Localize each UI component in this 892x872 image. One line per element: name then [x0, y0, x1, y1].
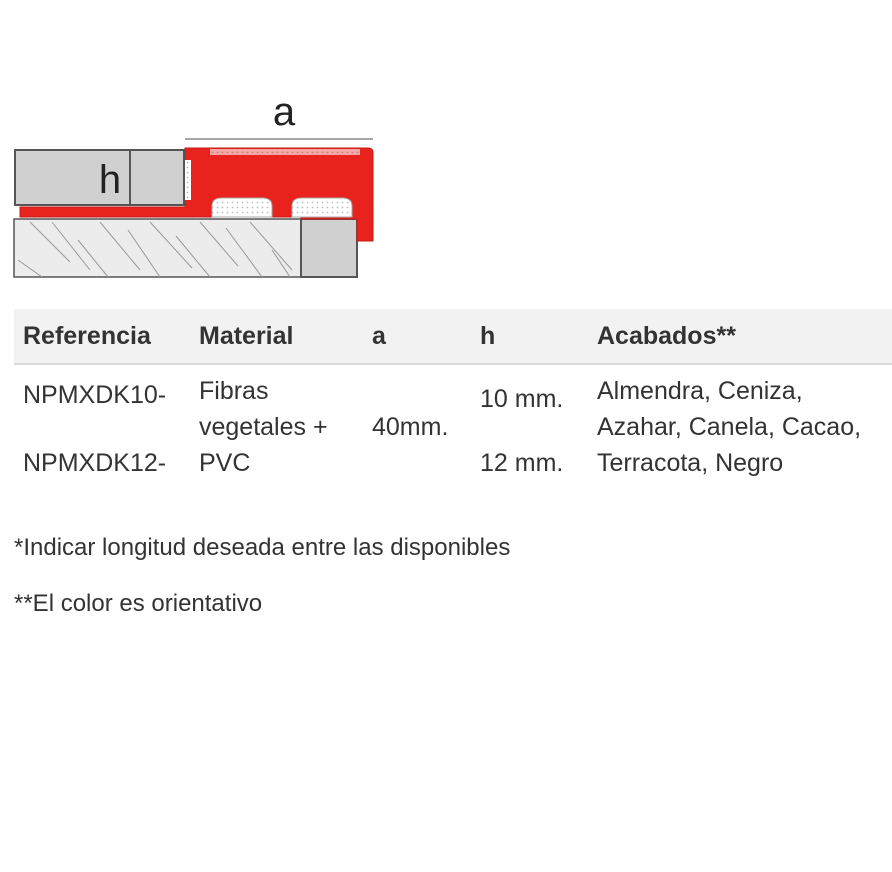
header-acabados: Acabados** — [588, 309, 892, 364]
dimension-h-label: h — [98, 158, 122, 202]
finishes-cell: Almendra, Ceniza, Azahar, Canela, Cacao, Terracota, Negro — [597, 377, 862, 477]
h-value-12: 12 mm. — [480, 449, 564, 477]
header-h: h — [471, 309, 588, 364]
reference-12: NPMXDK12- — [23, 449, 167, 477]
length-note: *Indicar longitud deseada entre las disponibles — [14, 534, 511, 561]
reference-cell — [14, 364, 190, 481]
floor-slab — [14, 219, 301, 277]
base-block — [301, 219, 357, 277]
color-note: **El color es orientativo — [14, 590, 263, 617]
h-value-10: 10 mm. — [480, 385, 564, 413]
insert-slot-right — [292, 198, 352, 217]
reference-10: NPMXDK10- — [23, 381, 167, 409]
header-a: a — [363, 309, 471, 364]
header-referencia: Referencia — [14, 309, 190, 364]
floor-tile-edge — [130, 150, 184, 205]
spec-table — [14, 309, 892, 481]
dimension-a-label: a — [272, 90, 296, 134]
insert-slot-left — [212, 198, 272, 217]
profile-diagram — [0, 80, 380, 290]
header-material: Material — [190, 309, 363, 364]
profile-texture — [210, 149, 360, 155]
table-header-row — [14, 309, 892, 364]
a-cell: 40mm. — [372, 413, 449, 441]
material-cell: Fibras vegetales + PVC — [199, 377, 328, 477]
h-cell — [471, 364, 588, 481]
table-row — [14, 364, 892, 481]
